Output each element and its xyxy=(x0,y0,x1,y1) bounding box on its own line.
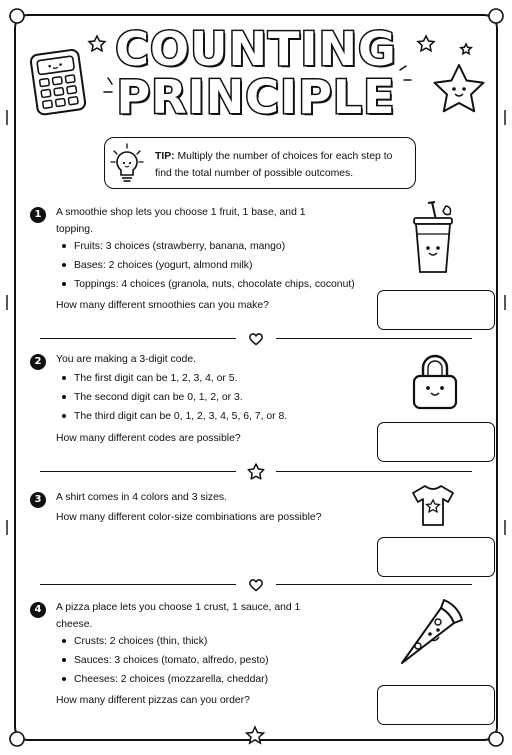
heart-icon xyxy=(248,578,264,592)
list-item: Bases: 2 choices (yogurt, almond milk) xyxy=(58,256,378,275)
heart-icon xyxy=(248,332,264,346)
list-item: The third digit can be 0, 1, 2, 3, 4, 5, 6, 7, or 8. xyxy=(58,407,378,426)
smoothie-cup-icon xyxy=(408,200,458,278)
tshirt-icon xyxy=(410,482,456,528)
tip-body: Multiply the number of choices for each step to find the total number of possible outcomes. xyxy=(155,151,393,179)
question-2-answer-box[interactable] xyxy=(377,422,495,462)
divider-line xyxy=(276,338,472,339)
title-line-1: COUNTING xyxy=(115,22,397,76)
question-2-number: 2 xyxy=(30,354,46,370)
list-item: The first digit can be 1, 2, 3, 4, or 5. xyxy=(58,369,378,388)
question-3-prompt: A shirt comes in 4 colors and 3 sizes. xyxy=(56,492,227,503)
question-3-number: 3 xyxy=(30,492,46,508)
question-2-question: How many different codes are possible? xyxy=(56,433,241,444)
tip-text xyxy=(155,148,410,182)
padlock-icon xyxy=(409,350,461,412)
pizza-slice-icon xyxy=(392,596,466,670)
list-item: Crusts: 2 choices (thin, thick) xyxy=(58,632,378,651)
question-1-answer-box[interactable] xyxy=(377,290,495,330)
question-4-bullets xyxy=(58,632,378,689)
question-2-prompt: You are making a 3-digit code. xyxy=(56,354,196,365)
question-1-prompt: A smoothie shop lets you choose 1 fruit, 1 base, and 1 topping. xyxy=(56,207,306,235)
question-1-question: How many different smoothies can you make? xyxy=(56,300,269,311)
question-4-answer-box[interactable] xyxy=(377,685,495,725)
divider-line xyxy=(40,471,236,472)
star-icon xyxy=(247,463,265,480)
list-item: Sauces: 3 choices (tomato, alfredo, pesto) xyxy=(58,651,378,670)
divider-line xyxy=(276,584,472,585)
question-4-number: 4 xyxy=(30,602,46,618)
list-item: Toppings: 4 choices (granola, nuts, chocolate chips, coconut) xyxy=(58,275,378,294)
list-item: Fruits: 3 choices (strawberry, banana, mango) xyxy=(58,237,378,256)
question-3-question: How many different color-size combinations are possible? xyxy=(56,512,322,523)
lightbulb-icon xyxy=(110,143,144,185)
question-4-prompt: A pizza place lets you choose 1 crust, 1 sauce, and 1 cheese. xyxy=(56,602,301,630)
title-line-2: PRINCIPLE xyxy=(116,70,396,124)
divider-line xyxy=(276,471,472,472)
question-2-bullets xyxy=(58,369,378,426)
tip-label: TIP: xyxy=(155,151,175,162)
question-1-number: 1 xyxy=(30,207,46,223)
list-item: Cheeses: 2 choices (mozzarella, cheddar) xyxy=(58,670,378,689)
question-1-bullets xyxy=(58,237,378,294)
question-3-answer-box[interactable] xyxy=(377,537,495,577)
question-4-question: How many different pizzas can you order? xyxy=(56,695,250,706)
list-item: The second digit can be 0, 1, 2, or 3. xyxy=(58,388,378,407)
divider-line xyxy=(40,584,236,585)
divider-line xyxy=(40,338,236,339)
